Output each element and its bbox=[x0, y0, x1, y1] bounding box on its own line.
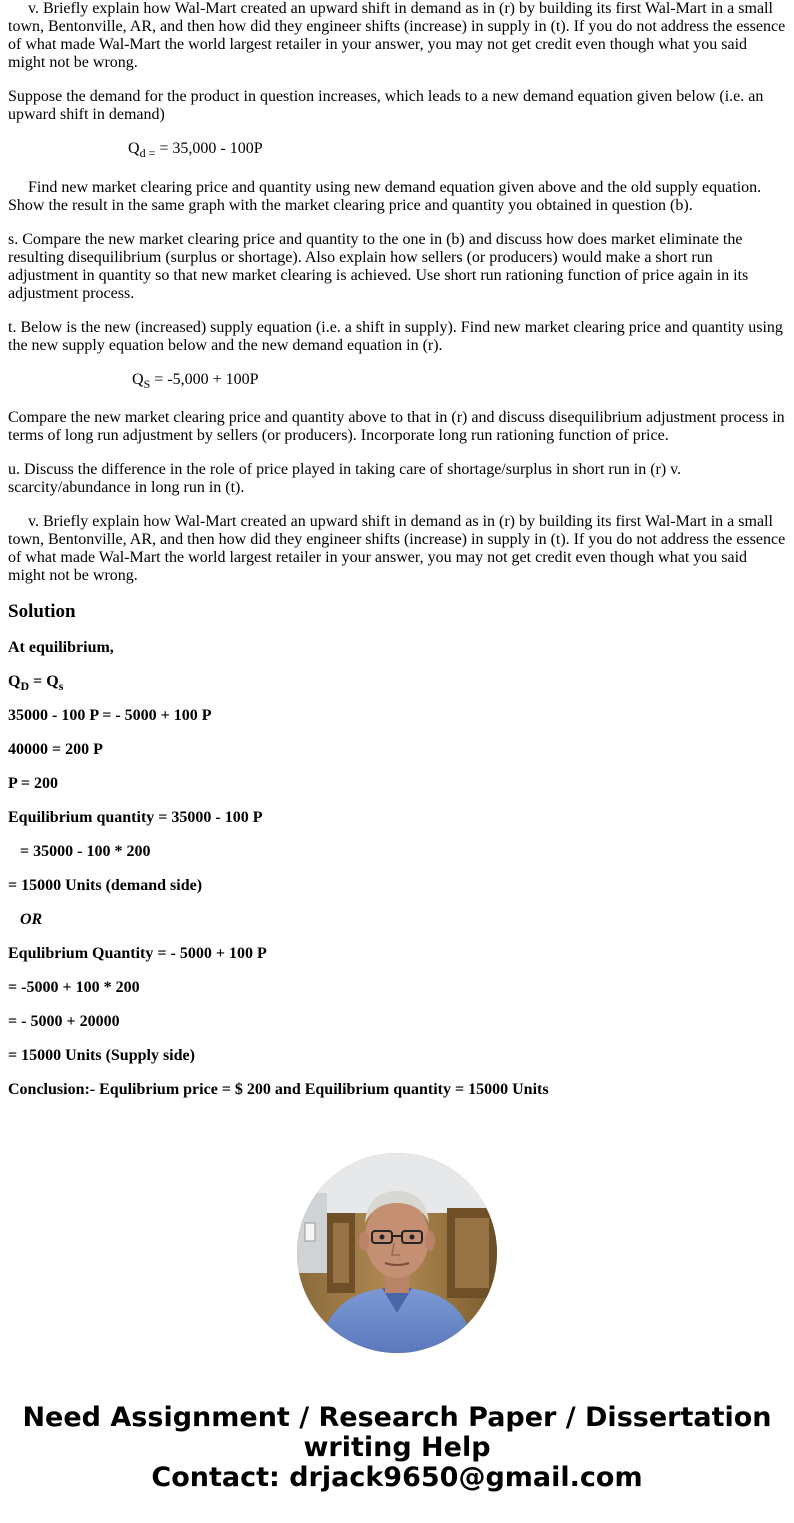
footer-contact: Contact: drjack9650@gmail.com bbox=[151, 1462, 643, 1493]
demand-equation: $Q_{d =} = 35,000 - 100P$ bbox=[128, 140, 263, 160]
question-find: Find new market clearing price and quantity using new demand equation given above and the old supply equation. Show the result in the same graph with the market clearing price and quantity you obtained in question (b). bbox=[8, 179, 762, 214]
footer-line-2: writing Help bbox=[303, 1432, 491, 1463]
solution-conclusion: Conclusion:- Equlibrium price = $ 200 and Equilibrium quantity = 15000 Units bbox=[8, 1081, 549, 1098]
question-suppose: Suppose the demand for the product in question increases, which leads to a new demand equation given below (i.e. an upward shift in demand) bbox=[8, 88, 764, 123]
solution-line: = -5000 + 100 * 200 bbox=[8, 979, 140, 996]
solution-line: 40000 = 200 P bbox=[8, 741, 103, 758]
solution-line: P = 200 bbox=[8, 775, 59, 792]
footer-line-1: Need Assignment / Research Paper / Dissertation bbox=[22, 1402, 772, 1433]
footer-banner bbox=[0, 1403, 794, 1493]
supply-equation: $Q_S = -5,000 + 100P$ bbox=[132, 371, 259, 391]
solution-body bbox=[8, 639, 786, 1099]
solution-heading: Solution bbox=[8, 601, 76, 622]
question-v-bottom: v. Briefly explain how Wal-Mart created an upward shift in demand as in (r) by building its first Wal-Mart in a small town, Bentonville, AR, and then how did they engineer shifts (increase) in supply in (t). If you do not address the essence of what made Wal-Mart the world largest retailer in your answer, you may not get credit even though what you said might not be wrong. bbox=[8, 513, 786, 584]
question-v-top: v. Briefly explain how Wal-Mart created an upward shift in demand as in (r) by building its first Wal-Mart in a small town, Bentonville, AR, and then how did they engineer shifts (increase) in supply in (t). If you do not address the essence of what made Wal-Mart the world largest retailer in your answer, you may not get credit even though what you said might not be wrong. bbox=[8, 0, 786, 71]
solution-line: = 15000 Units (Supply side) bbox=[8, 1047, 195, 1064]
avatar bbox=[297, 1153, 497, 1353]
question-s: s. Compare the new market clearing price and quantity to the one in (b) and discuss how does market eliminate the resulting disequilibrium (surplus or shortage). Also explain how sellers (or producers) would make a short run adjustment in quantity so that new market clearing is achieved. Use short run rationing function of price again in its adjustment process. bbox=[8, 231, 749, 302]
solution-qd-equals-qs: $Q_D = Q_s$ bbox=[8, 673, 64, 693]
solution-at-equilibrium: At equilibrium, bbox=[8, 639, 114, 656]
solution-line: = - 5000 + 20000 bbox=[8, 1013, 120, 1030]
solution-line: = 35000 - 100 * 200 bbox=[20, 843, 151, 860]
solution-line: 35000 - 100 P = - 5000 + 100 P bbox=[8, 707, 212, 724]
solution-line: = 15000 Units (demand side) bbox=[8, 877, 203, 894]
avatar-portrait-image bbox=[297, 1153, 497, 1353]
question-u: u. Discuss the difference in the role of price played in taking care of shortage/surplus in short run in (r) v. scarcity/abundance in long run in (t). bbox=[8, 461, 682, 496]
solution-line: Equilibrium quantity = 35000 - 100 P bbox=[8, 809, 263, 826]
solution-or: OR bbox=[20, 911, 43, 928]
question-compare: Compare the new market clearing price and quantity above to that in (r) and discuss disequilibrium adjustment process in terms of long run adjustment by sellers (or producers). Incorporate long run rationing function of price. bbox=[8, 409, 785, 444]
question-t: t. Below is the new (increased) supply equation (i.e. a shift in supply). Find new market clearing price and quantity using the new supply equation below and the new demand equation in (r). bbox=[8, 319, 783, 354]
solution-line: Equlibrium Quantity = - 5000 + 100 P bbox=[8, 945, 267, 962]
